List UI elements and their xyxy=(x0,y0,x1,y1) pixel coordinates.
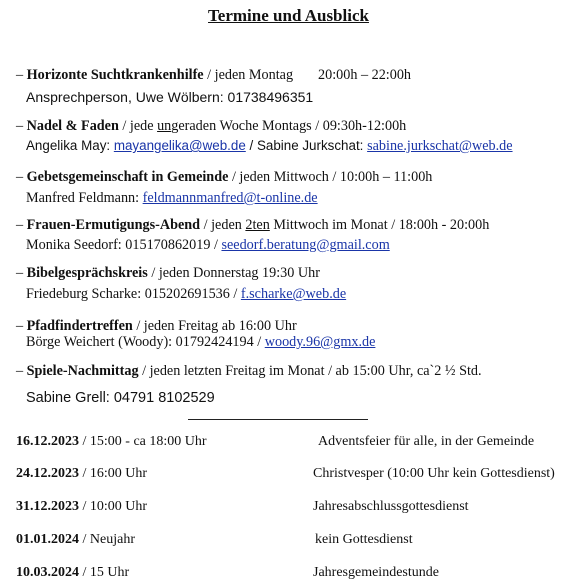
event-date-row xyxy=(16,466,147,482)
group-name: Gebetsgemeinschaft in Gemeinde xyxy=(26,169,229,185)
group-schedule: / jeden Freitag ab 16:00 Uhr xyxy=(132,318,297,334)
page-title: Termine und Ausblick xyxy=(208,6,369,25)
event-description: Jahresabschlussgottesdienst xyxy=(313,499,469,514)
email-link[interactable]: sabine.jurkschat@web.de xyxy=(367,138,513,154)
group-frauen-ermutigung xyxy=(16,216,489,234)
group-time: 20:00h – 22:00h xyxy=(318,67,412,83)
event-date-row xyxy=(16,565,129,581)
group-name: Frauen-Ermutigungs-Abend xyxy=(26,217,201,233)
group-schedule: / jeden Montag xyxy=(207,67,294,83)
contact-label: Angelika May: xyxy=(26,138,114,153)
contact-label: Börge Weichert (Woody): 01792424194 / xyxy=(26,334,265,350)
group-schedule: / jeden xyxy=(200,217,246,233)
group-gebetsgemeinschaft xyxy=(16,168,432,186)
group-contact xyxy=(26,285,346,303)
group-name: Nadel & Faden xyxy=(26,118,119,134)
group-schedule: geraden Woche Montags / 09:30h-12:00h xyxy=(171,118,407,134)
group-schedule: / jeden Mittwoch / 10:00h – 11:00h xyxy=(231,169,433,185)
group-contact: Sabine Grell: 04791 8102529 xyxy=(26,390,215,406)
event-date: 01.01.2024 xyxy=(16,532,79,547)
event-date-row xyxy=(16,499,147,515)
event-description: kein Gottesdienst xyxy=(315,532,413,547)
event-time: / 15:00 - ca 18:00 Uhr xyxy=(79,434,207,449)
event-time: / Neujahr xyxy=(79,532,135,547)
dash: – xyxy=(16,363,24,379)
event-date: 31.12.2023 xyxy=(16,499,79,514)
group-name: Spiele-Nachmittag xyxy=(26,363,139,379)
group-schedule: / jeden Donnerstag 19:30 Uhr xyxy=(147,265,320,281)
group-contact: Ansprechperson, Uwe Wölbern: 01738496351 xyxy=(26,89,314,105)
email-link[interactable]: feldmannmanfred@t-online.de xyxy=(142,190,318,206)
contact-label: Manfred Feldmann: xyxy=(26,190,143,206)
email-link[interactable]: f.scharke@web.de xyxy=(240,286,347,302)
contact-label: Friedeburg Scharke: 015202691536 / xyxy=(26,286,241,302)
contact-label: Monika Seedorf: 015170862019 / xyxy=(26,237,222,253)
event-date: 16.12.2023 xyxy=(16,434,79,449)
dash: – xyxy=(16,169,24,185)
event-time: / 16:00 Uhr xyxy=(79,466,148,481)
event-description: Christvesper (10:00 Uhr kein Gottesdienst) xyxy=(313,466,555,481)
group-schedule-underlined: 2ten xyxy=(245,217,270,233)
event-date: 10.03.2024 xyxy=(16,565,79,580)
dash: – xyxy=(16,318,24,334)
group-nadel-faden xyxy=(16,117,406,135)
group-name: Bibelgesprächskreis xyxy=(26,265,148,281)
dash: – xyxy=(16,67,24,83)
group-schedule: Mittwoch im Monat / 18:00h - 20:00h xyxy=(269,217,490,233)
group-schedule: / jede xyxy=(122,118,158,134)
dash: – xyxy=(16,265,24,281)
group-contact xyxy=(26,333,375,351)
email-link[interactable]: seedorf.beratung@gmail.com xyxy=(221,237,390,253)
group-horizonte xyxy=(16,66,293,84)
dash: – xyxy=(16,118,24,134)
group-schedule: / jeden letzten Freitag im Monat / ab 15:00 Uhr, ca`2 ½ Std. xyxy=(138,363,482,379)
dash: – xyxy=(16,217,24,233)
group-spiele-nachmittag xyxy=(16,362,482,380)
email-link[interactable]: woody.96@gmx.de xyxy=(264,334,376,350)
email-link[interactable]: mayangelika@web.de xyxy=(113,138,246,153)
event-description: Adventsfeier für alle, in der Gemeinde xyxy=(318,434,535,449)
contact-separator: / Sabine Jurkschat: xyxy=(245,138,368,153)
event-time: / 10:00 Uhr xyxy=(79,499,148,514)
event-date-row xyxy=(16,434,207,450)
group-contact xyxy=(26,137,513,155)
event-date-row xyxy=(16,532,135,548)
group-bibelgespraechskreis xyxy=(16,264,320,282)
group-name: Pfadfindertreffen xyxy=(26,318,133,334)
divider xyxy=(188,419,368,420)
group-schedule-underlined: un xyxy=(157,118,172,134)
group-contact xyxy=(26,189,318,207)
group-name: Horizonte Suchtkrankenhilfe xyxy=(26,67,204,83)
event-time: / 15 Uhr xyxy=(79,565,130,580)
event-date: 24.12.2023 xyxy=(16,466,79,481)
group-contact xyxy=(26,236,390,254)
event-description: Jahresgemeindestunde xyxy=(313,565,439,580)
